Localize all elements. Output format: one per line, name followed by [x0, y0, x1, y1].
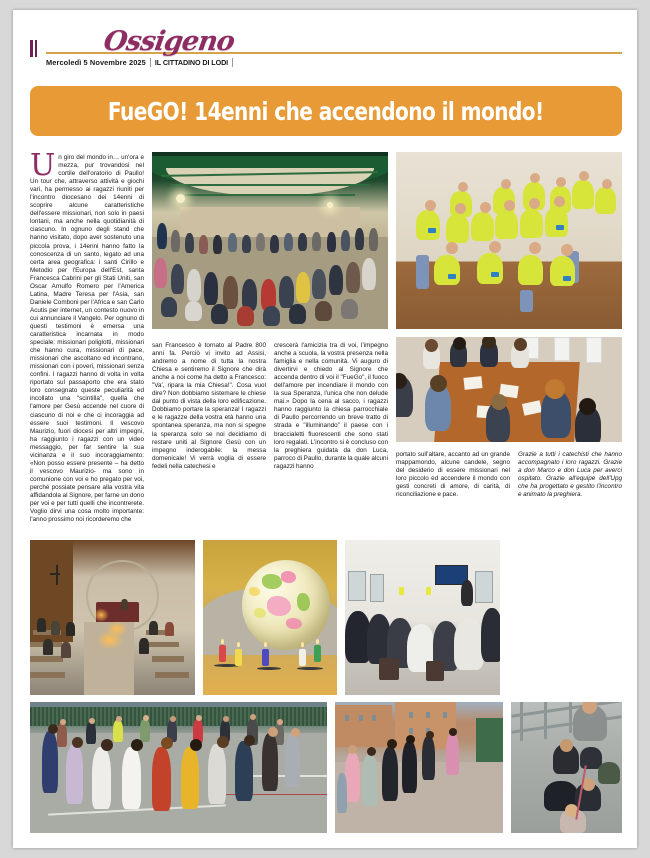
photo-courtyard-circle [30, 702, 327, 833]
newspaper-page [13, 10, 637, 848]
photo-assembly-under-canopy [152, 152, 388, 329]
article-column-5-thanks [518, 451, 622, 499]
column-5-text: Grazie a tutti i catechisti che hanno accompagnato i loro ragazzi. Grazie a don Marco e don Luca per averci ospitato. Grazie all'equipe dell'Upg che ha progettato e gestito l'incontro e animato la preghiera. [518, 451, 622, 499]
article-column-1 [30, 148, 144, 524]
masthead-bars-icon [30, 40, 40, 57]
photo-animators-team [396, 152, 622, 329]
article-column-2 [152, 342, 266, 471]
masthead [30, 26, 622, 76]
publication-logo: Ossigeno [101, 26, 237, 57]
photo-hall-presentation [345, 540, 500, 695]
newspaper-name: IL CITTADINO DI LODI [154, 58, 229, 67]
photo-church-interior [30, 540, 195, 695]
drop-cap: U [30, 148, 56, 183]
masthead-meta [46, 58, 233, 67]
photo-globe-candles [203, 540, 337, 695]
column-1-text: n giro del mondo in… un'ora e mezza, pur trovandosi nel cortile dell'oratorio di Paullo! Un tour che, attraverso attività e giochi vari, ha permesso ai ragazzi riuniti per l'incontro diocesano dei 14enni di scoprire alcune caratteristiche dell'essere missionari, non solo in paesi lontani, ma anche nella quotidianità di ciascuno. In ognuno degli stand che hanno visitato, dopo aver sostenuto una piccola prova, i 14enni hanno fatto la conoscenza di un santo, legato ad una certa area geografica: i santi Cirillo e Metodio per l'Europa dell'Est, santa Francesca Cabrini per gli Stati Uniti, san Oscar Arnulfo Romero per l'America Latina, Madre Teresa per l'Asia, san Daniele Comboni per l'Africa e san Carlo Acutis per internet, un contesto nuovo in cui annunciare il Vangelo. Per ognuno di questi testimoni è emersa una caratteristica incarnata in modo speciale: missionari poliglotti, missionari che hanno cura, missionari di pace, missionari che ascoltano ed incontrano, missionari con i poveri, missionari senza confini. I ragazzi hanno di volta in volta riportato sul passaporto che era stato loro consegnato queste peculiarità ed incollato una "scintilla", quella che l'amore per Gesù accende nel cuore di ciascuno di noi e che ci incoraggia ad essere suoi testimoni. Il vescovo Maurizio, fuori diocesi per altri impegni, ha raggiunto i ragazzi con un video messaggio, per far sentire la sua vicinanza e il suo incoraggiamento: «Non posso essere presente – ha detto il vescovo Maurizio- ma sono in comunione con voi e ho pregato per voi, perché possiate pensare alla vostra vita affidandola al Signore, per farne un dono per voi e per tutti quelli che incontrerete. Voglio dirvi una cosa molto importante: l'anno prossimo noi ricorderemo che [30, 154, 144, 524]
headline-title: FueGO! 14enni che accendono il mondo! [108, 96, 544, 126]
headline-banner [30, 86, 622, 136]
article-column-3 [274, 342, 388, 471]
photo-table-workshop [396, 337, 622, 442]
issue-date: Mercoledì 5 Novembre 2025 [46, 58, 146, 67]
masthead-divider-2 [232, 58, 233, 67]
photo-stairwell-group [511, 702, 622, 833]
column-3-text: crescerà l'amicizia tra di voi, l'impegno anche a scuola, la vostra presenza nella famiglia e nella comunità. Vi auguro di divertirvi e chiedo al Signore che accenda dentro di voi il "FueGo", il fuoco dell'amore per incendiare il mondo con la sua Speranza, l'unica che non delude mai.» Dopo la cena al sacco, i ragazzi hanno raggiunto la chiesa parrocchiale di Paullo percorrendo un breve tratto di strada e "illuminando" il paese con i braccialetti fluorescenti che sono stati loro regalati. L'incontro si è concluso con la preghiera guidata da don Luca, parroco di Paullo, durante la quale alcuni ragazzi hanno [274, 342, 388, 470]
column-2-text: san Francesco è tornato al Padre 800 anni fa. Perciò vi invito ad Assisi, andremo a nome di tutta la nostra Chiesa e sentiremo il Signore che dirà anche a noi come ha detto a Francesco: "Va', ripara la mia Chiesa!". Cosa vuol dire? Non dobbiamo sistemare le chiese dal punto di vista della loro edificazione. Dobbiamo portare la speranza! I ragazzi e le ragazze della vostra età hanno una spontanea speranza, ma non si spegne la speranza solo se noi decidiamo di restare uniti al Signore Gesù con un impegno inderogabile: la messa domenicale! Vi verrà voglia di essere fedeli nella catechesi e [152, 342, 266, 470]
photo-courtyard-walking [335, 702, 503, 833]
masthead-divider [150, 58, 151, 67]
column-4-text: portato sull'altare, accanto ad un grande mappamondo, alcune candele, segno del desiderio di essere missionari nel loro piccolo ed accendere il mondo con gesti concreti di amore, di carità, di riconciliazione e pace. [396, 451, 510, 499]
article-column-4 [396, 451, 510, 499]
